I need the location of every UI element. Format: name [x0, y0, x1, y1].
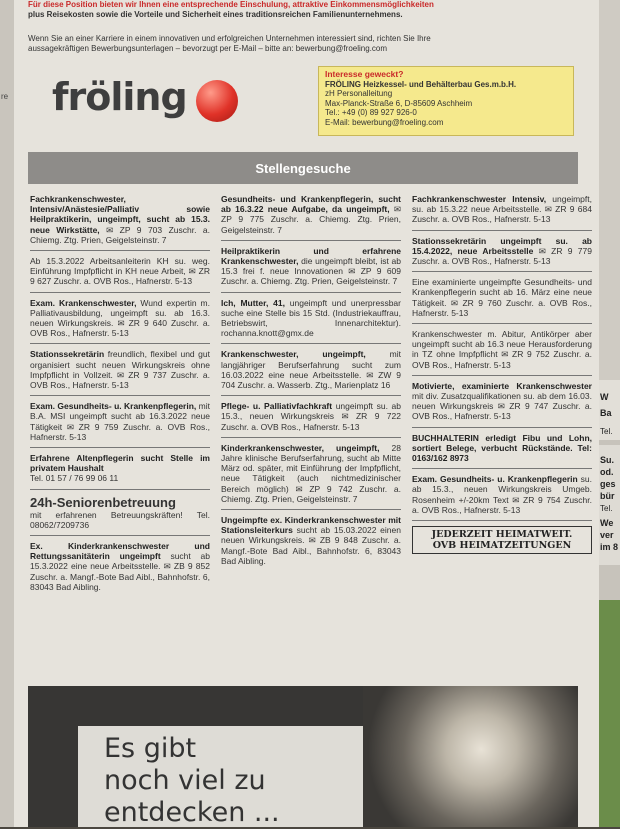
ad-title: Erfahrene Altenpflegerin sucht Stelle im privatem Haushalt: [30, 453, 210, 474]
classified-ad: [221, 298, 401, 345]
ad-body: Krankenschwester m. Abitur, Antikörper aber ungeimpft sucht ab 16.3 neue Herausforderung in TZ ohne Impfpflicht ✉ ZR 9 752 Zuschr. a. OVB Ros., Hafnerstr. 5-13: [412, 329, 592, 370]
bottom-ad-line-3: entdecken ...: [104, 797, 280, 828]
ad-body: freundlich, flexibel und gut organisiert sucht neuen Wirkungskreis ohne Impfpflicht in Vollzeit. ✉ ZR 9 737 Zuschr. a. OVB Ros., Hafnerstr. 5-13: [30, 349, 210, 391]
right-strip-text: im 8: [600, 542, 619, 552]
ad-title: Motivierte, examinierte Krankenschwester: [412, 380, 592, 391]
ad-title: Ungeimpfte ex. Kinderkrankenschwester mit Stationsleiterkurs: [221, 515, 401, 536]
ad-body: sucht ab 15.3.2022 eine neue Arbeitsstelle. ✉ ZB 9 852 Zuschr. a. Mangf.-Bote Bad Aibl., Bahnhofstr. 6, 83043 Bad Aibling.: [30, 551, 210, 592]
contact-box: [318, 66, 574, 136]
ad-line-3: Wenn Sie an einer Karriere in einem innovativen und erfolgreichen Unternehmen interessiert sind, richten Sie Ihre: [28, 34, 431, 43]
classified-ad: [30, 256, 210, 293]
classified-ad: [412, 474, 592, 521]
ad-body: Wund expertin m. Palliativausbildung, ungeimpft su. ab 16.3. neuen Wirkungskreis. ✉ ZR 9 640 Zuschr. a. OVB Ros., Hafnerstr. 5-13: [30, 297, 210, 339]
right-strip-text: Ba: [600, 408, 612, 418]
ad-body: mit div. Zusatzqualifikationen su. ab dem 16.03. neuen Wirkungskreis ✉ ZR 9 747 Zuschr. a. OVB Ros., Hafnerstr. 5-13: [412, 391, 592, 422]
ad-title: Kinderkrankenschwester, ungeimpft,: [221, 442, 380, 453]
ovb-line-2: OVB HEIMATZEITUNGEN: [432, 540, 572, 552]
ad-body: Eine examinierte ungeimpfte Gesundheits- und Krankenpflegerin sucht ab 16. März eine neue Tätigkeit. ✉ ZR 9 760 Zuschr. a. OVB Ros., Hafnerstr. 5-13: [412, 277, 592, 318]
right-strip-text: We: [600, 518, 614, 528]
ad-body: Tel. 01 57 / 76 99 06 11: [30, 473, 119, 484]
ad-line-2: plus Reisekosten sowie die Vorteile und Sicherheit eines traditionsreichen Familienunternehmens.: [28, 10, 403, 19]
ad-line-1: Für diese Position bieten wir Ihnen eine entsprechende Einschulung, attraktive Einkommensmöglichkeiten: [28, 0, 434, 9]
ovb-promo: [412, 526, 592, 563]
classified-ad: [412, 236, 592, 273]
ad-body: mit B.A. MSI ungeimpft sucht ab 16.3.2022 neue Tätigkeit ✉ ZR 9 759 Zuschr. a. OVB Ros., Hafnerstr. 5-13: [30, 401, 210, 442]
ad-title: BUCHHALTERIN erledigt Fibu und Lohn, sortiert Belege, verbucht Rückstände. Tel: 0163/162 8973: [412, 432, 592, 464]
ad-body: ✉ ZP 9 703 Zuschr. a. Chiemg. Ztg. Prien, Geigelsteinstr. 7: [30, 224, 210, 245]
ovb-box: [412, 526, 592, 554]
classified-ad: [412, 329, 592, 376]
contact-company: FRÖLING Heizkessel- und Behälterbau Ges.m.b.H.: [325, 79, 517, 89]
classified-ad: [30, 495, 210, 536]
classified-ad: [30, 194, 210, 251]
classified-ad: [30, 401, 210, 448]
contact-dept: zH Personalleitung: [325, 89, 393, 98]
classified-ad: [30, 349, 210, 396]
ad-title: Pflege- u. Palliativfachkraft: [221, 401, 333, 412]
ad-title: Ex. Kinderkrankenschwester und Rettungssanitäterin ungeimpft: [30, 541, 210, 562]
classified-ad: [30, 541, 210, 597]
ad-body: Ab 15.3.2022 Arbeitsanleiterin KH su. weg. Einführung Impfpflicht in KH neue Arbeit, ✉ ZR 9 627 Zuschr. a. OVB Ros., Hafnerstr. 5-13: [30, 256, 210, 287]
ad-title: Ich, Mutter, 41,: [221, 297, 285, 308]
ad-title: Exam. Gesundheits- u. Krankenpflegerin: [412, 474, 578, 485]
classified-ad: [412, 433, 592, 470]
right-strip-text: Su.: [600, 455, 615, 465]
ad-title: Exam. Krankenschwester,: [30, 297, 137, 308]
ad-title: Heilpraktikerin und erfahrene Krankenschwester,: [221, 245, 401, 267]
ad-title: Stationssekretärin: [30, 349, 105, 360]
right-strip-text: od.: [600, 467, 614, 477]
bottom-ad-line-2: noch viel zu: [104, 765, 266, 796]
section-title: Stellengesuche: [255, 161, 351, 176]
ad-title: Fachkrankenschwester, Intensiv/Anästesie/Palliativ sowie Heilpraktikerin, ungeimpft, sucht ab 15.3. neue Wirkstätte,: [30, 194, 210, 235]
bottom-advert: [28, 686, 578, 827]
ad-line-4: aussagekräftigen Bewerbungsunterlagen – bevorzugt per E-Mail – bitte an: bewerbung@froeling.com: [28, 44, 387, 53]
ad-title: 24h-Seniorenbetreuung: [30, 494, 176, 510]
classified-ad: [221, 515, 401, 571]
contact-heading: Interesse geweckt?: [325, 69, 404, 79]
ad-body: ✉ ZR 9 779 Zuschr. a. OVB Ros., Hafnerstr. 5-13: [412, 245, 592, 267]
ad-body: 28 Jahre klinische Berufserfahrung, sucht ab Mitte März od. später, mit Einführung der Impfpflicht, neue Tätigkeit (auch nichtmedizinischer Bereich möglich) ✉ ZP 9 742 Zuschr. a. Chiemg. Ztg. Prien, Geigelsteinstr. 7: [221, 442, 401, 504]
ad-body: ✉ ZP 9 775 Zuschr. a. Chiemg. Ztg. Prien, Geigelsteinstr. 7: [221, 204, 401, 235]
ad-title: Fachkrankenschwester Intensiv,: [412, 194, 547, 204]
froeling-logo-ball-icon: [196, 80, 238, 122]
classified-ad: [221, 401, 401, 438]
bottom-ad-text: [104, 733, 280, 829]
contact-tel: Tel.: +49 (0) 89 927 926-0: [325, 108, 417, 117]
classified-ad: [221, 349, 401, 396]
right-strip-text: Tel.: [600, 427, 613, 436]
ad-body: ungeimpft su. ab 15.3., neuen Wirkungskreis ✉ ZR 9 722 Zuschr. a. OVB Ros., Hafnerstr. 5-13: [221, 401, 401, 432]
ad-body: ungeimpft und unerpressbar suche eine Stelle bis 15 Std. (Industriekauffrau, Betriebswirt, Innenarchitektur). rochanna.knott@gmx.de: [221, 297, 401, 339]
ad-body: sucht ab 15.03.2022 einen neuen Wirkungskreis. ✉ ZB 9 848 Zuschr. a. Mangf.-Bote Bad Aibl., Bahnhofstr. 6, 83043 Bad Aibling.: [221, 525, 401, 566]
ovb-line-1: JEDERZEIT HEIMATWEIT.: [431, 529, 573, 541]
bottom-ad-line-1: Es gibt: [104, 733, 197, 764]
right-strip-text: ges: [600, 479, 616, 489]
classified-ad: [221, 194, 401, 241]
classified-ad: [30, 453, 210, 490]
section-header: [28, 152, 578, 184]
ad-body: die ungeimpft bleibt, ist ab 15.3 frei f. neue Innovationen ✉ ZP 9 609 Zuschr. a. Chiemg. Ztg. Prien, Geigelsteinstr. 7: [221, 256, 401, 287]
froeling-logo: fröling: [52, 75, 187, 119]
left-page-edge: [0, 0, 14, 827]
ad-body: mit erfahrenen Betreuungskräften! Tel. 08062/7209736: [30, 509, 210, 530]
right-strip-text: Tel.: [600, 504, 613, 513]
ad-title: Krankenschwester, ungeimpft,: [221, 349, 366, 360]
classified-ad: [412, 277, 592, 324]
ad-title: Stationssekretärin ungeimpft su. ab 15.4.2022, neue Arbeitsstelle: [412, 235, 592, 256]
column-2: [221, 194, 401, 576]
right-strip-text: W: [600, 392, 609, 402]
classified-ad: [221, 443, 401, 510]
classified-ad: [412, 194, 592, 231]
right-strip-text: ver: [600, 530, 614, 540]
ad-body: ungeimpft, su. ab 15.3.22 neue Arbeitsstelle. ✉ ZR 9 684 Zuschr. a. OVB Ros., Hafnerstr. 5-13: [412, 194, 592, 225]
classified-ad: [30, 298, 210, 345]
contact-email: E-Mail: bewerbung@froeling.com: [325, 117, 444, 127]
froeling-job-ad-text: [28, 0, 588, 54]
classified-ad: [412, 381, 592, 428]
classified-ad: [221, 246, 401, 293]
right-strip-text: bür: [600, 491, 615, 501]
ad-body: mit langjähriger Berufserfahrung sucht zum 16.03.2022 eine neue Arbeitsstelle. ✉ ZW 9 704 Zuschr. a. Wasserb. Ztg., Marienplatz 16: [221, 349, 401, 391]
ad-title: Exam. Gesundheits- u. Krankenpflegerin,: [30, 401, 197, 412]
ad-title: Gesundheits- und Krankenpflegerin, sucht ab 16.3.22 neue Aufgabe, da ungeimpft,: [221, 194, 401, 215]
right-page-edge: [599, 0, 620, 827]
left-edge-text: re: [1, 92, 9, 101]
ad-body: su. ab 15.3., neuen Wirkungskreis Umgeb. Rosenheim +/-20km Text ✉ ZR 9 754 Zuschr. a. OVB Ros., Hafnerstr. 5-13: [412, 474, 592, 515]
contact-address: Max-Planck-Straße 6, D-85609 Aschheim: [325, 98, 473, 108]
bottom-ad-photo: [363, 686, 578, 827]
column-3: [412, 194, 592, 568]
column-1: [30, 194, 210, 602]
